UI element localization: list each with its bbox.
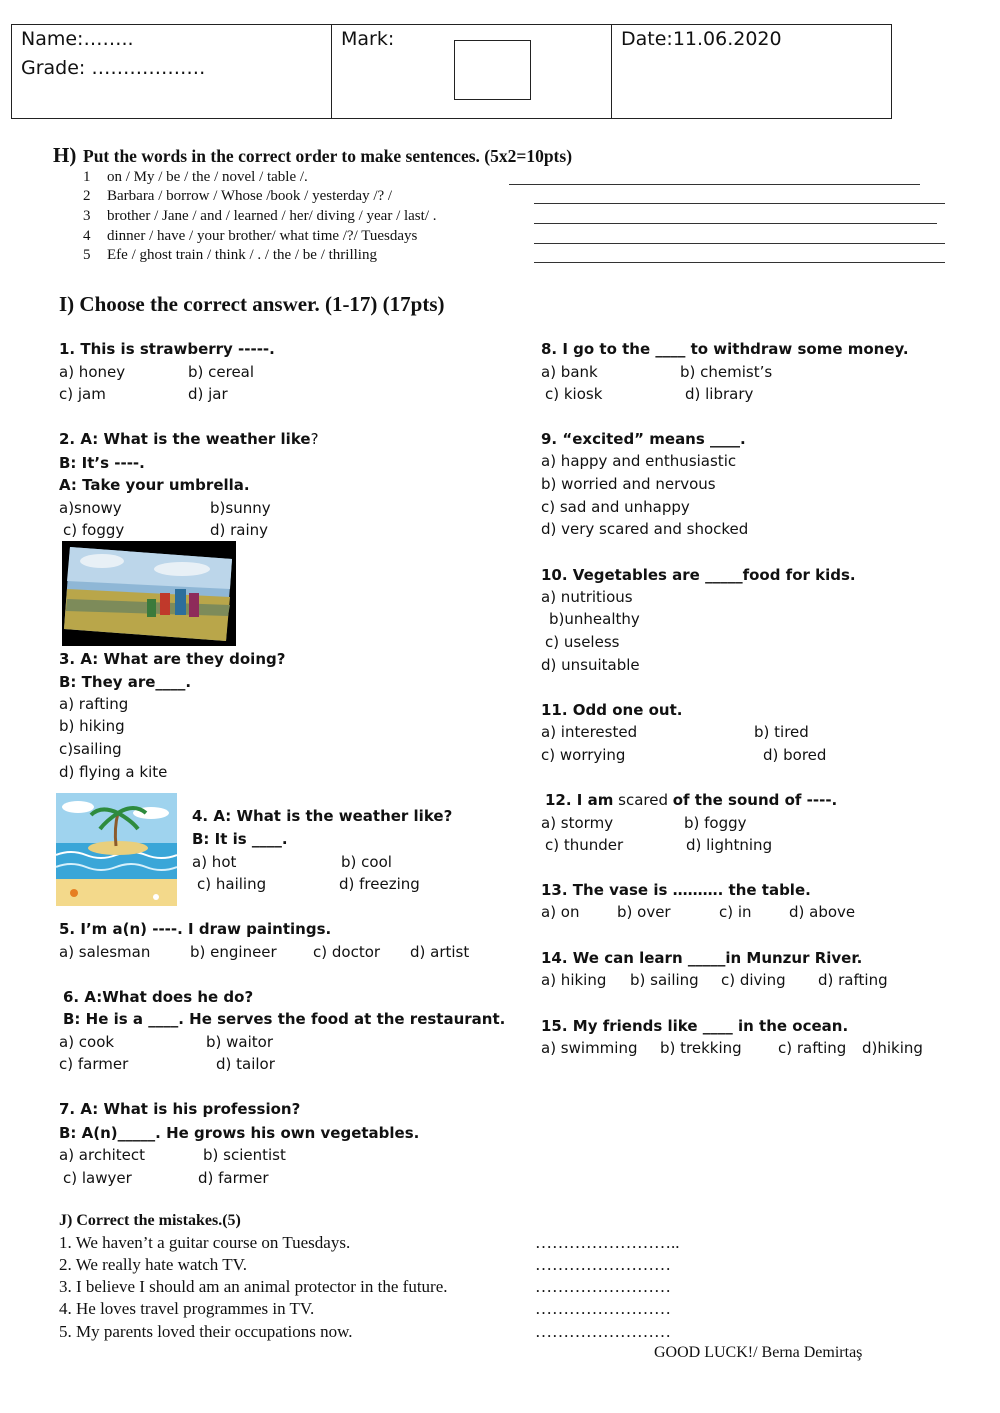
j-item-text: 5. My parents loved their occupations now. bbox=[59, 1322, 353, 1341]
q12-question-middle: scared bbox=[613, 791, 673, 809]
q3-option-b: b) hiking bbox=[59, 717, 125, 735]
j-item-text: 4. He loves travel programmes in TV. bbox=[59, 1299, 315, 1318]
q2-question-text: 2. A: What is the weather like bbox=[59, 430, 311, 448]
q3-line-b: B: They are____. bbox=[59, 673, 192, 691]
q3-option-d: d) flying a kite bbox=[59, 763, 168, 781]
section-h-title: Put the words in the correct order to make sentences. (5x2=10pts) bbox=[83, 146, 573, 166]
q9-option-b: b) worried and nervous bbox=[541, 475, 716, 493]
beach-picture bbox=[56, 793, 177, 906]
q4-option-c: c) hailing bbox=[197, 875, 267, 893]
q9-option-a: a) happy and enthusiastic bbox=[541, 452, 737, 470]
q14-question bbox=[541, 949, 862, 968]
mark-box bbox=[454, 40, 531, 100]
q3-option-a: a) rafting bbox=[59, 695, 129, 713]
q7-option-b: b) scientist bbox=[203, 1146, 286, 1164]
h-item-num: 5 bbox=[83, 247, 91, 263]
answer-line bbox=[534, 262, 945, 263]
footer-signature: GOOD LUCK!/ Berna Demirtaş bbox=[654, 1344, 863, 1361]
q4-question: 4. A: What is the weather like? bbox=[192, 807, 453, 825]
j-item-text: 3. I believe I should am an animal protector in the future. bbox=[59, 1277, 448, 1296]
q10-option-b: b)unhealthy bbox=[549, 610, 640, 628]
q5-question: 5. I’m a(n) ----. I draw paintings. bbox=[59, 920, 332, 938]
h-item-text: on / My / be / the / novel / table /. bbox=[107, 169, 308, 185]
j-item-text: 2. We really hate watch TV. bbox=[59, 1255, 247, 1274]
j-item-text: 1. We haven’t a guitar course on Tuesdays. bbox=[59, 1233, 351, 1252]
q14-option-c: c) diving bbox=[721, 971, 786, 989]
q5-option-c: c) doctor bbox=[313, 943, 381, 961]
q12-option-d: d) lightning bbox=[686, 836, 773, 854]
q11-option-a: a) interested bbox=[541, 723, 638, 741]
q9-question: 9. “excited” means ____. bbox=[541, 430, 746, 448]
q12-question-end: of the sound of ----. bbox=[672, 791, 838, 809]
q1-option-d: d) jar bbox=[188, 385, 228, 403]
q3-option-c: c)sailing bbox=[59, 740, 122, 758]
q14-option-a: a) hiking bbox=[541, 971, 607, 989]
section-j-title: J) Correct the mistakes.(5) bbox=[59, 1212, 241, 1229]
h-item-num: 3 bbox=[83, 208, 91, 224]
q5-option-d: d) artist bbox=[410, 943, 470, 961]
q2-option-b: b)sunny bbox=[210, 499, 271, 517]
answer-line bbox=[534, 203, 945, 204]
q7-option-a: a) architect bbox=[59, 1146, 146, 1164]
q1-option-c: c) jam bbox=[59, 385, 106, 403]
q13-option-c: c) in bbox=[719, 903, 752, 921]
q5-option-b: b) engineer bbox=[190, 943, 277, 961]
q12-option-c: c) thunder bbox=[545, 836, 624, 854]
q2-option-c: c) foggy bbox=[63, 521, 125, 539]
q14-question-num: 14 bbox=[541, 949, 562, 967]
name-field: Name:…….. bbox=[21, 28, 134, 50]
j-item-dots: …………………… bbox=[535, 1255, 671, 1274]
q2-line-a: A: Take your umbrella. bbox=[59, 476, 250, 494]
q7-option-c: c) lawyer bbox=[63, 1169, 132, 1187]
q13-option-b: b) over bbox=[617, 903, 671, 921]
q13-option-d: d) above bbox=[789, 903, 856, 921]
q6-option-c: c) farmer bbox=[59, 1055, 129, 1073]
q12-question-start: 12. I am bbox=[545, 791, 614, 809]
q15-option-d: d)hiking bbox=[862, 1039, 923, 1057]
answer-line bbox=[534, 223, 937, 224]
section-i-title: I) Choose the correct answer. (1-17) (17pts) bbox=[59, 292, 445, 316]
j-item-dots: …………………… bbox=[535, 1299, 671, 1318]
mark-label: Mark: bbox=[341, 28, 395, 50]
q13-question: 13. The vase is ………. the table. bbox=[541, 881, 811, 899]
h-item-text: Efe / ghost train / think / . / the / be / thrilling bbox=[107, 247, 377, 263]
q7-option-d: d) farmer bbox=[198, 1169, 269, 1187]
q14-option-d: d) rafting bbox=[818, 971, 888, 989]
h-item-text: Barbara / borrow / Whose /book / yesterday /? / bbox=[107, 188, 393, 204]
q11-option-b: b) tired bbox=[754, 723, 809, 741]
q5-option-a: a) salesman bbox=[59, 943, 151, 961]
q10-question: 10. Vegetables are _____food for kids. bbox=[541, 566, 856, 584]
h-item-num: 2 bbox=[83, 188, 91, 204]
q6-option-d: d) tailor bbox=[216, 1055, 275, 1073]
q15-question: 15. My friends like ____ in the ocean. bbox=[541, 1017, 849, 1035]
q4-option-a: a) hot bbox=[192, 853, 237, 871]
q4-option-b: b) cool bbox=[341, 853, 392, 871]
q8-question: 8. I go to the ____ to withdraw some money. bbox=[541, 340, 909, 358]
q3-question: 3. A: What are they doing? bbox=[59, 650, 286, 668]
q8-option-c: c) kiosk bbox=[545, 385, 603, 403]
hiking-picture bbox=[62, 541, 236, 646]
q6-line-b: B: He is a ____. He serves the food at the restaurant. bbox=[63, 1010, 506, 1028]
header-table bbox=[11, 24, 892, 119]
h-item-num: 4 bbox=[83, 228, 91, 244]
name-grade-cell bbox=[12, 25, 332, 118]
q6-option-a: a) cook bbox=[59, 1033, 115, 1051]
mark-cell bbox=[332, 25, 612, 118]
q6-option-b: b) waitor bbox=[206, 1033, 273, 1051]
answer-line bbox=[509, 184, 920, 185]
q8-option-d: d) library bbox=[685, 385, 754, 403]
q2-question bbox=[59, 430, 319, 449]
q4-line-b: B: It is ____. bbox=[192, 830, 288, 848]
q6-question: 6. A:What does he do? bbox=[63, 988, 254, 1006]
q8-option-b: b) chemist’s bbox=[680, 363, 773, 381]
q10-option-d: d) unsuitable bbox=[541, 656, 640, 674]
h-item-text: dinner / have / your brother/ what time /?/ Tuesdays bbox=[107, 228, 418, 244]
q15-option-a: a) swimming bbox=[541, 1039, 638, 1057]
q13-option-a: a) on bbox=[541, 903, 580, 921]
q14-question-text: . We can learn _____in Munzur River. bbox=[561, 949, 863, 967]
q10-option-c: c) useless bbox=[545, 633, 620, 651]
date-field: Date:11.06.2020 bbox=[621, 28, 782, 50]
q12-option-a: a) stormy bbox=[541, 814, 614, 832]
q15-option-c: c) rafting bbox=[778, 1039, 847, 1057]
q12-option-b: b) foggy bbox=[684, 814, 747, 832]
q2-option-a: a)snowy bbox=[59, 499, 122, 517]
q9-option-d: d) very scared and shocked bbox=[541, 520, 749, 538]
q1-question: 1. This is strawberry -----. bbox=[59, 340, 275, 358]
q9-option-c: c) sad and unhappy bbox=[541, 498, 690, 516]
q2-option-d: d) rainy bbox=[210, 521, 269, 539]
q14-option-b: b) sailing bbox=[630, 971, 699, 989]
q7-line-b: B: A(n)_____. He grows his own vegetables. bbox=[59, 1124, 420, 1142]
q1-option-a: a) honey bbox=[59, 363, 126, 381]
q15-option-b: b) trekking bbox=[660, 1039, 742, 1057]
date-cell bbox=[612, 25, 892, 118]
answer-line bbox=[534, 243, 945, 244]
q11-question: 11. Odd one out. bbox=[541, 701, 683, 719]
section-h-letter: H) bbox=[53, 143, 77, 167]
q2-question-mark: ? bbox=[310, 430, 319, 448]
h-item-text: brother / Jane / and / learned / her/ diving / year / last/ . bbox=[107, 208, 437, 224]
q4-option-d: d) freezing bbox=[339, 875, 420, 893]
grade-field: Grade: ……………… bbox=[21, 57, 206, 79]
q11-option-c: c) worrying bbox=[541, 746, 626, 764]
q8-option-a: a) bank bbox=[541, 363, 598, 381]
q11-option-d: d) bored bbox=[763, 746, 827, 764]
q10-option-a: a) nutritious bbox=[541, 588, 633, 606]
q7-question: 7. A: What is his profession? bbox=[59, 1100, 301, 1118]
q1-option-b: b) cereal bbox=[188, 363, 255, 381]
j-item-dots: …………………….. bbox=[535, 1233, 680, 1252]
h-item-num: 1 bbox=[83, 169, 91, 185]
j-item-dots: …………………… bbox=[535, 1277, 671, 1296]
q12-question bbox=[545, 791, 837, 810]
q2-line-b: B: It’s ----. bbox=[59, 454, 145, 472]
j-item-dots: …………………… bbox=[535, 1322, 671, 1341]
